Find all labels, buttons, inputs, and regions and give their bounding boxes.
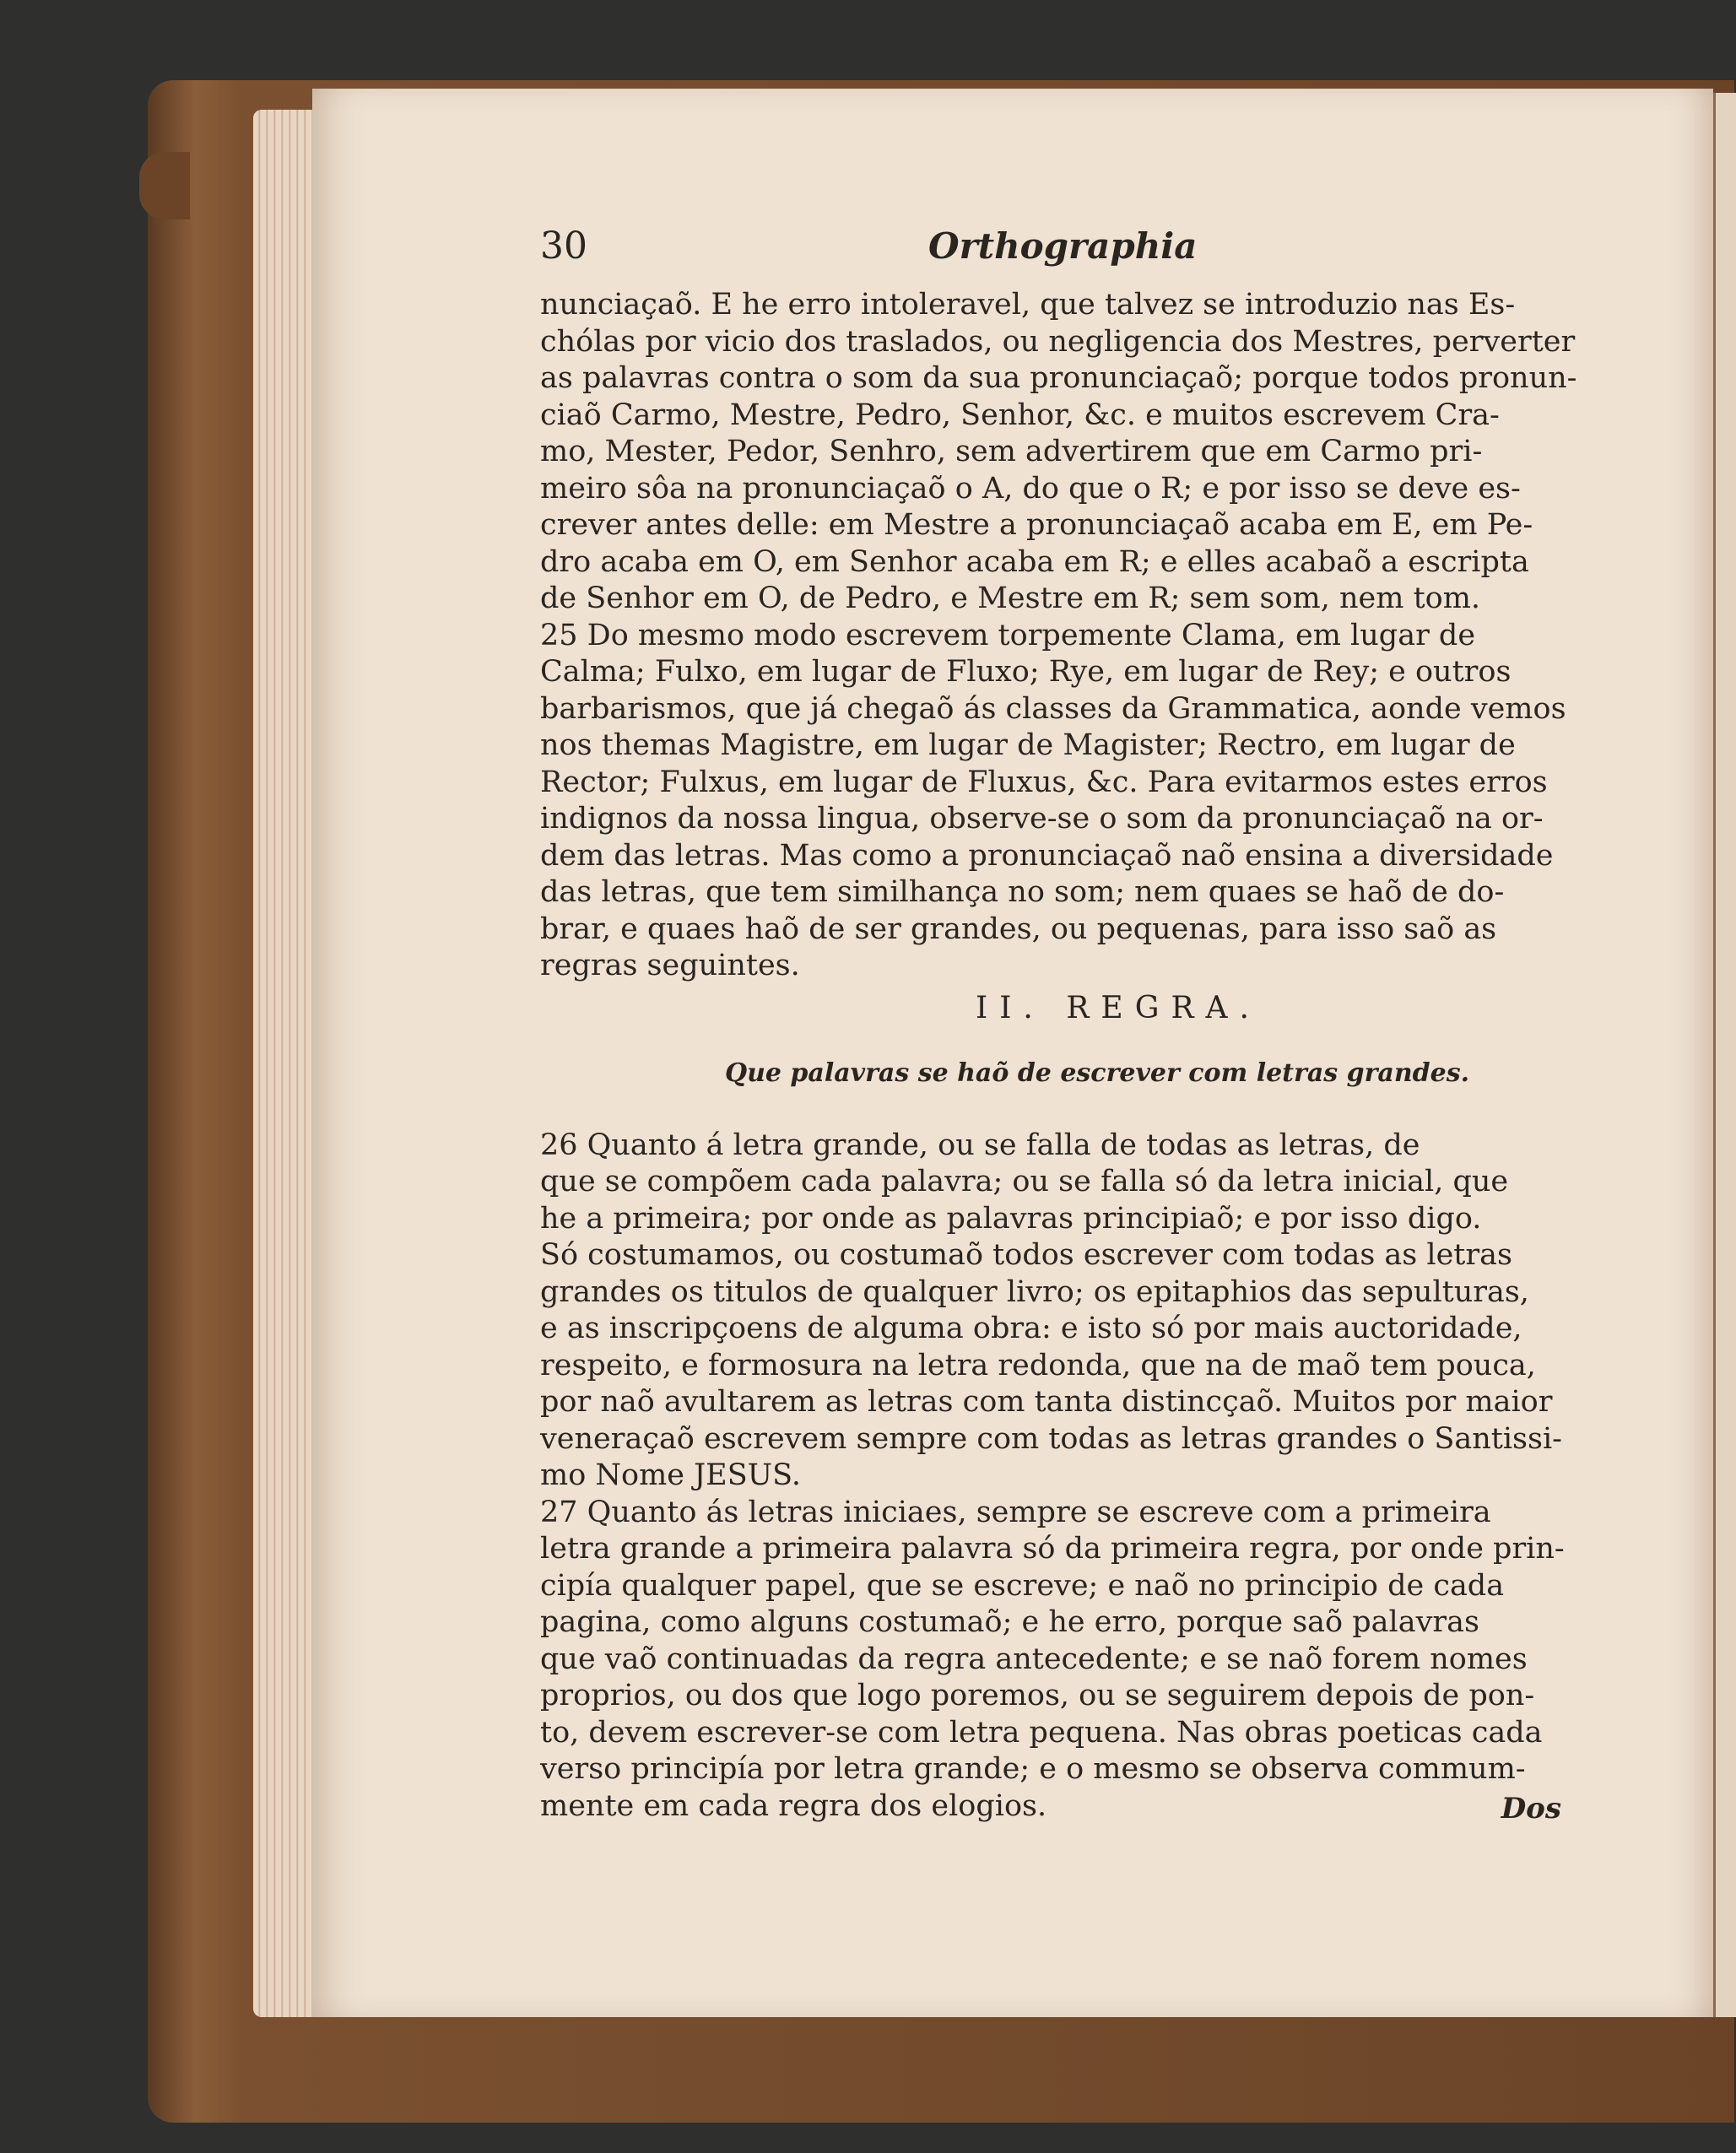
text-line: de Senhor em O, de Pedro, e Mestre em R; sem som, nem tom. [540,582,1481,615]
text-line: barbarismos, que já chegaõ ás classes da Grammatica, aonde vemos [540,691,1566,726]
text-line: brar, e quaes haõ de ser grandes, ou pequenas, para isso saõ as [540,912,1497,946]
text-line: proprios, ou dos que logo poremos, ou se seguirem depois de pon- [540,1679,1535,1712]
text-line: nunciaçaõ. E he erro intoleravel, que talvez se introduzio nas Es- [540,288,1516,322]
text-line: cipía qualquer papel, que se escreve; e naõ no principio de cada [540,1568,1505,1603]
page-text [540,224,1577,1828]
text-line: Rector; Fulxus, em lugar de Fluxus, &c. Para evitarmos estes erros [540,765,1548,799]
text-line: respeito, e formosura na letra redonda, que na de maõ tem pouca, [540,1348,1536,1382]
paragraph-26 [540,1128,1561,1495]
text-line: e as inscripçoens de alguma obra: e isto só por mais auctoridade, [540,1312,1522,1345]
rule-heading: II. REGRA. [975,990,1262,1025]
text-line: veneraçaõ escrevem sempre com todas as letras grandes o Santissi- [540,1421,1562,1456]
page-number: 30 [540,224,587,268]
text-line: dem das letras. Mas como a pronunciaçaõ naõ ensina a diversidade [540,838,1554,873]
running-title: Orthographia [928,225,1198,267]
text-line: as palavras contra o som da sua pronunciaçaõ; porque todos pronun- [540,361,1577,395]
text-line: 26 Quanto á letra grande, ou se falla de todas as letras, de [540,1128,1420,1162]
text-line: mente em cada regra dos elogios. [540,1788,1047,1823]
text-line: das letras, que tem similhança no som; nem quaes se haõ de do- [540,875,1505,909]
paragraph-27 [540,1495,1565,1826]
text-line: to, devem escrever-se com letra pequena. Nas obras poeticas cada [540,1715,1543,1750]
text-line: dro acaba em O, em Senhor acaba em R; e elles acabaõ a escripta [540,544,1529,579]
text-line: por naõ avultarem as letras com tanta distincçaõ. Muitos por maior [540,1385,1553,1419]
catchword: Dos [1501,1792,1561,1826]
text-line: crever antes delle: em Mestre a pronunciaçaõ acaba em E, em Pe- [540,508,1533,542]
facing-page-edge [1713,93,1736,2017]
text-line: grandes os titulos de qualquer livro; os epitaphios das sepulturas, [540,1274,1529,1309]
text-line: 25 Do mesmo modo escrevem torpemente Clama, em lugar de [540,618,1476,652]
text-line: mo, Mester, Pedor, Senhro, sem advertirem que em Carmo pri- [540,435,1483,468]
text-line: Só costumamos, ou costumaõ todos escrever com todas as letras [540,1238,1512,1272]
text-line: que se compõem cada palavra; ou se falla só da letra inicial, que [540,1165,1509,1198]
paragraph-intro [540,287,1577,618]
page-header [540,224,1561,279]
text-line: verso principía por letra grande; e o mesmo se observa commum- [540,1752,1526,1786]
paragraph-25 [540,618,1566,985]
text-line: he a primeira; por onde as palavras principiaõ; e por isso digo. [540,1201,1482,1236]
text-line: ciaõ Carmo, Mestre, Pedro, Senhor, &c. e muitos escrevem Cra- [540,398,1500,432]
text-line: nos themas Magistre, em lugar de Magister; Rectro, em lugar de [540,728,1516,762]
book-spine-tab [139,152,190,219]
rule-subtitle: Que palavras se haõ de escrever com letras grandes. [724,1058,1470,1088]
text-line: Calma; Fulxo, em lugar de Fluxo; Rye, em lugar de Rey; e outros [540,655,1512,689]
text-line: que vaõ continuadas da regra antecedente; e se naõ forem nomes [540,1642,1528,1676]
text-line: 27 Quanto ás letras iniciaes, sempre se escreve com a primeira [540,1495,1491,1529]
text-line: chólas por vicio dos traslados, ou negligencia dos Mestres, perverter [540,324,1576,359]
text-line: meiro sôa na pronunciaçaõ o A, do que o R; e por isso se deve es- [540,471,1521,506]
text-line: mo Nome JESUS. [540,1458,802,1492]
text-line: regras seguintes. [540,949,800,982]
text-line: letra grande a primeira palavra só da primeira regra, por onde prin- [540,1532,1565,1566]
text-line: indignos da nossa lingua, observe-se o som da pronunciaçaõ na or- [540,802,1544,836]
text-line: pagina, como alguns costumaõ; e he erro, porque saõ palavras [540,1605,1479,1639]
